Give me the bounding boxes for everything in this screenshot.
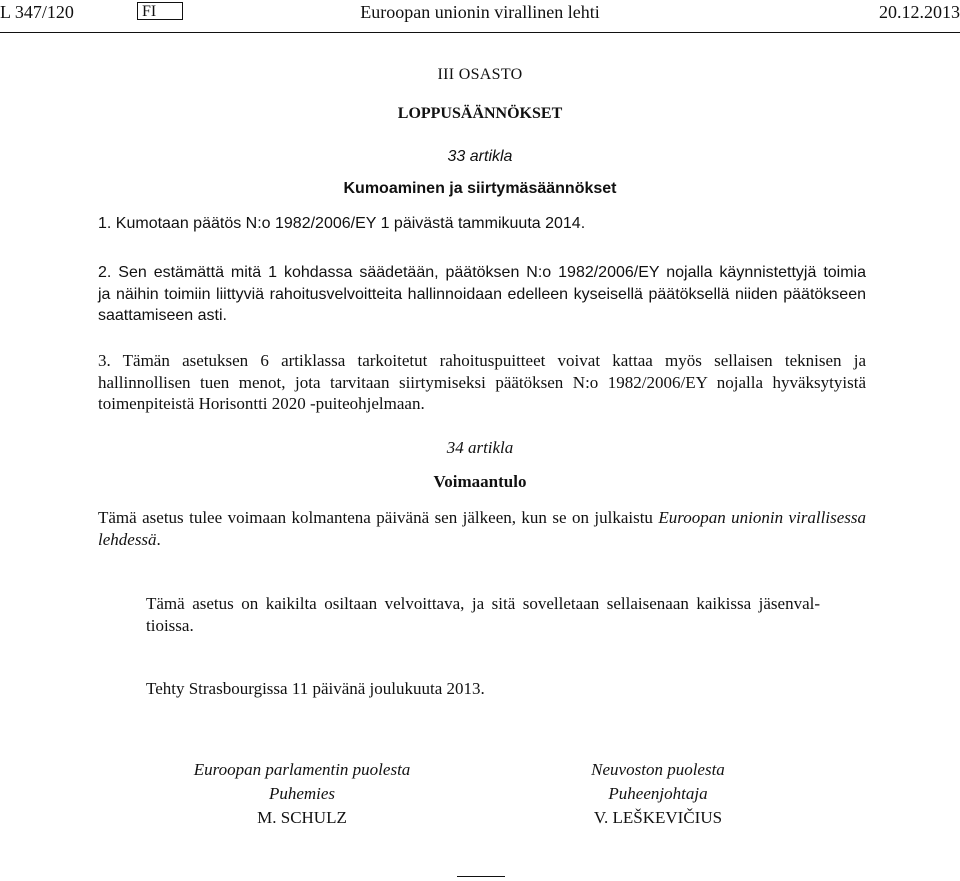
header-divider — [0, 32, 960, 33]
article-34-line-1: Tämä asetus tulee voimaan kolmantena päivänä sen jälkeen, kun se on julkaistu Euroopan unionin virallisessa — [98, 508, 866, 527]
binding-line-2: tioissa. — [146, 615, 194, 635]
signature-left-name: M. SCHULZ — [257, 808, 347, 827]
article-33-number: 33 artikla — [447, 148, 513, 165]
signature-right-role: Puheenjohtaja — [608, 784, 708, 803]
article-34-number: 34 artikla — [446, 438, 514, 457]
signature-right-name: V. LEŠKEVIČIUS — [593, 808, 723, 827]
article-33-paragraph-2 — [98, 262, 866, 327]
part-title: III OSASTO — [437, 66, 523, 83]
signature-right — [518, 760, 798, 832]
publication-date: 20.12.2013 — [879, 2, 960, 22]
part-subtitle: LOPPUSÄÄNNÖKSET — [397, 105, 563, 122]
article-33-heading: Kumoaminen ja siirtymäsäännökset — [343, 180, 617, 197]
signature-left — [162, 760, 442, 832]
done-at: Tehty Strasbourgissa 11 päivänä joulukuuta 2013. — [146, 679, 485, 698]
signature-right-body: Neuvoston puolesta — [591, 760, 725, 779]
paragraph-2-line-1: 2. Sen estämättä mitä 1 kohdassa säädetään, päätöksen N:o 1982/2006/EY nojalla käynnistettyjä toimia — [98, 264, 866, 281]
journal-title: Euroopan unionin virallinen lehti — [360, 2, 600, 22]
article-34-heading: Voimaantulo — [433, 472, 527, 491]
article-34-paragraph — [98, 507, 866, 550]
language-badge: FI — [137, 2, 183, 20]
binding-clause — [146, 593, 820, 636]
binding-line-1: Tämä asetus on kaikilta osiltaan velvoittava, ja sitä sovelletaan sellaisenaan kaikissa jäsenval- — [146, 594, 820, 613]
article-34-line-2: lehdessä. — [98, 529, 161, 549]
paragraph-3-line-3: toimenpiteistä Horisontti 2020 -puiteohjelmaan. — [98, 394, 425, 413]
article-33-paragraph-1: 1. Kumotaan päätös N:o 1982/2006/EY 1 päivästä tammikuuta 2014. — [98, 215, 586, 232]
signature-left-body: Euroopan parlamentin puolesta — [193, 760, 411, 779]
footer-divider — [457, 876, 505, 877]
journal-name-italic: Euroopan unionin virallisessa — [658, 508, 866, 527]
paragraph-3-line-2: hallinnollisen tuen menot, jota tarvitaan siirtymiseksi päätöksen N:o 1982/2006/EY nojalla hyväksytyistä — [98, 372, 866, 392]
page-reference: L 347/120 — [0, 2, 74, 22]
article-33-paragraph-3 — [98, 350, 866, 415]
signature-left-role: Puhemies — [268, 784, 336, 803]
paragraph-3-line-1: 3. Tämän asetuksen 6 artiklassa tarkoitetut rahoituspuitteet voivat kattaa myös sellaisen teknisen ja — [98, 351, 866, 370]
paragraph-2-line-2: ja näihin toimiin liittyviä rahoitusvelvoitteita hallinnoidaan edelleen kyseisellä päätöksellä niiden päätökseen — [98, 285, 866, 303]
paragraph-2-line-3: saattamiseen asti. — [98, 307, 227, 324]
